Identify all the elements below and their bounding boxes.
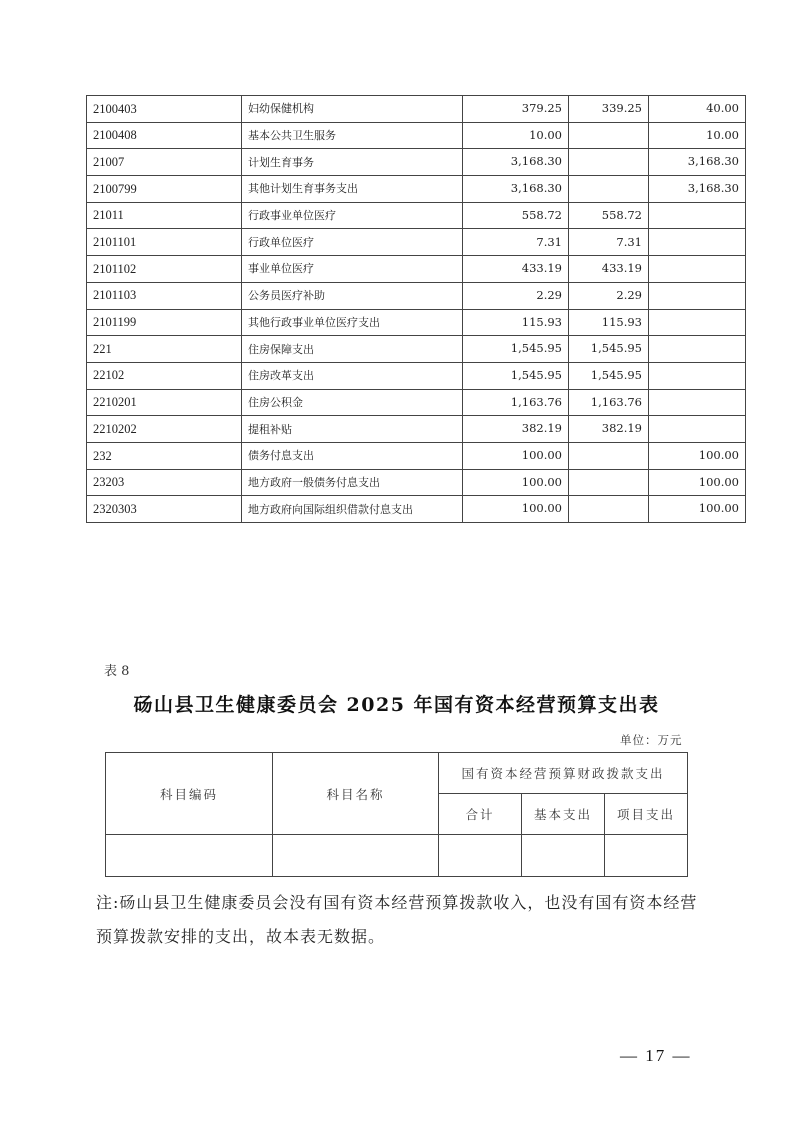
row-name: 计划生育事务	[242, 149, 463, 176]
table-title: 砀山县卫生健康委员会 2025 年国有资本经营预算支出表	[133, 694, 660, 716]
row-code: 2210201	[87, 389, 242, 416]
row-project	[649, 416, 746, 443]
table-row	[87, 282, 746, 309]
row-basic: 7.31	[569, 229, 649, 256]
row-total: 115.93	[463, 309, 569, 336]
row-code: 2101101	[87, 229, 242, 256]
header-name: 科目名称	[273, 753, 439, 835]
header-code: 科目编码	[106, 753, 273, 835]
table-row	[87, 202, 746, 229]
row-code: 2101199	[87, 309, 242, 336]
row-total: 1,163.76	[463, 389, 569, 416]
empty-cell	[439, 835, 522, 877]
empty-cell	[106, 835, 273, 877]
row-basic: 1,163.76	[569, 389, 649, 416]
row-total: 100.00	[463, 469, 569, 496]
row-total: 1,545.95	[463, 336, 569, 363]
row-total: 7.31	[463, 229, 569, 256]
empty-row	[106, 835, 688, 877]
row-total: 3,168.30	[463, 149, 569, 176]
table-row	[87, 122, 746, 149]
row-total: 3,168.30	[463, 176, 569, 203]
row-name: 行政事业单位医疗	[242, 202, 463, 229]
row-code: 2320303	[87, 496, 242, 523]
table-row	[87, 389, 746, 416]
row-basic: 558.72	[569, 202, 649, 229]
row-name: 妇幼保健机构	[242, 96, 463, 123]
table-note: 注:砀山县卫生健康委员会没有国有资本经营预算拨款收入，也没有国有资本经营预算拨款安排的支出，故本表无数据。	[96, 893, 698, 946]
header-total: 合计	[439, 794, 522, 835]
header-group: 国有资本经营预算财政拨款支出	[439, 753, 688, 794]
row-code: 2101102	[87, 256, 242, 283]
row-project	[649, 256, 746, 283]
table-row	[87, 149, 746, 176]
row-code: 21011	[87, 202, 242, 229]
row-name: 地方政府一般债务付息支出	[242, 469, 463, 496]
table-row	[87, 496, 746, 523]
row-project	[649, 362, 746, 389]
unit-label: 单位：万元	[620, 733, 683, 747]
row-code: 2101103	[87, 282, 242, 309]
row-name: 地方政府向国际组织借款付息支出	[242, 496, 463, 523]
header-project: 项目支出	[605, 794, 688, 835]
table-row	[87, 256, 746, 283]
row-project: 100.00	[649, 469, 746, 496]
row-total: 100.00	[463, 442, 569, 469]
row-name: 公务员医疗补助	[242, 282, 463, 309]
row-total: 558.72	[463, 202, 569, 229]
table-row	[87, 176, 746, 203]
table-tag: 表 8	[104, 664, 130, 679]
row-basic	[569, 176, 649, 203]
row-project	[649, 309, 746, 336]
row-project: 100.00	[649, 442, 746, 469]
row-project	[649, 282, 746, 309]
row-code: 221	[87, 336, 242, 363]
header-basic: 基本支出	[522, 794, 605, 835]
row-name: 住房保障支出	[242, 336, 463, 363]
row-name: 住房改革支出	[242, 362, 463, 389]
row-project: 40.00	[649, 96, 746, 123]
row-code: 2100799	[87, 176, 242, 203]
row-name: 债务付息支出	[242, 442, 463, 469]
row-project	[649, 229, 746, 256]
row-project	[649, 336, 746, 363]
row-project	[649, 389, 746, 416]
row-basic	[569, 122, 649, 149]
row-name: 提租补贴	[242, 416, 463, 443]
empty-cell	[273, 835, 439, 877]
row-basic: 1,545.95	[569, 362, 649, 389]
empty-cell	[605, 835, 688, 877]
row-basic: 382.19	[569, 416, 649, 443]
row-basic	[569, 496, 649, 523]
table-row	[87, 96, 746, 123]
table-row	[87, 442, 746, 469]
row-basic	[569, 469, 649, 496]
table-row	[87, 416, 746, 443]
row-name: 其他计划生育事务支出	[242, 176, 463, 203]
row-basic: 115.93	[569, 309, 649, 336]
row-basic	[569, 442, 649, 469]
row-basic: 1,545.95	[569, 336, 649, 363]
budget-expenditure-table-continued	[86, 95, 746, 523]
row-code: 23203	[87, 469, 242, 496]
row-total: 10.00	[463, 122, 569, 149]
row-basic	[569, 149, 649, 176]
row-name: 基本公共卫生服务	[242, 122, 463, 149]
row-code: 2100408	[87, 122, 242, 149]
row-basic: 339.25	[569, 96, 649, 123]
state-capital-budget-table	[105, 752, 688, 877]
row-code: 22102	[87, 362, 242, 389]
row-project: 3,168.30	[649, 176, 746, 203]
table-row	[87, 229, 746, 256]
row-code: 21007	[87, 149, 242, 176]
row-basic: 433.19	[569, 256, 649, 283]
row-code: 2210202	[87, 416, 242, 443]
page-number: — 17 —	[620, 1046, 692, 1065]
row-total: 100.00	[463, 496, 569, 523]
empty-cell	[522, 835, 605, 877]
row-name: 事业单位医疗	[242, 256, 463, 283]
row-total: 382.19	[463, 416, 569, 443]
row-project: 10.00	[649, 122, 746, 149]
row-project: 3,168.30	[649, 149, 746, 176]
row-basic: 2.29	[569, 282, 649, 309]
row-total: 379.25	[463, 96, 569, 123]
row-code: 232	[87, 442, 242, 469]
row-name: 住房公积金	[242, 389, 463, 416]
table-row	[87, 469, 746, 496]
table-row	[87, 309, 746, 336]
row-project: 100.00	[649, 496, 746, 523]
row-project	[649, 202, 746, 229]
row-name: 行政单位医疗	[242, 229, 463, 256]
table-row	[87, 362, 746, 389]
row-name: 其他行政事业单位医疗支出	[242, 309, 463, 336]
row-code: 2100403	[87, 96, 242, 123]
table-row	[87, 336, 746, 363]
row-total: 1,545.95	[463, 362, 569, 389]
row-total: 433.19	[463, 256, 569, 283]
row-total: 2.29	[463, 282, 569, 309]
